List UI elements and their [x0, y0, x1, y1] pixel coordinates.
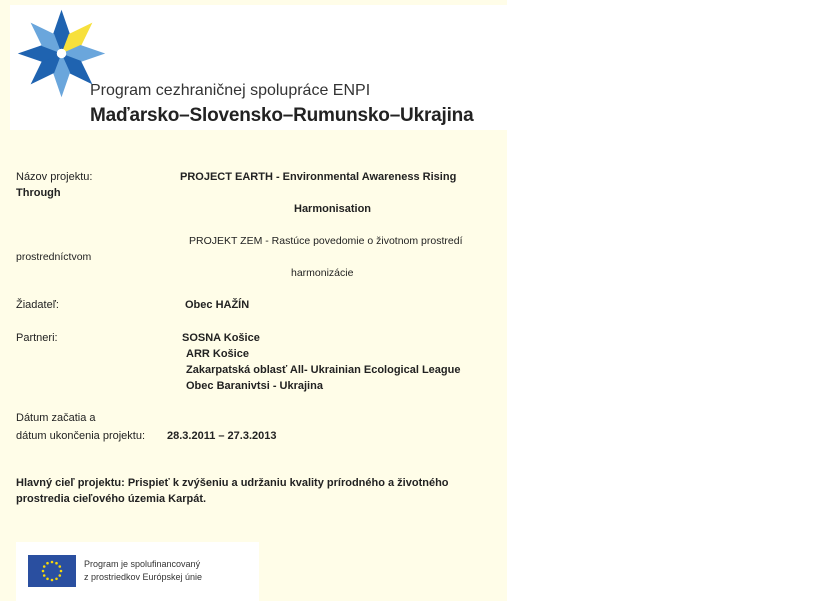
applicant-label: Žiadateľ:: [16, 299, 59, 311]
project-name-sk-part2: prostredníctvom: [16, 251, 92, 263]
program-title-line2: Maďarsko–Slovensko–Rumunsko–Ukrajina: [90, 105, 474, 126]
project-name-en-part1: PROJECT EARTH - Environmental Awareness Rising: [180, 171, 457, 183]
project-name-sk-part3: harmonizácie: [291, 267, 354, 279]
partner-item: SOSNA Košice: [182, 332, 260, 344]
applicant-value: Obec HAŽÍN: [185, 299, 250, 311]
dates-label-line1: Dátum začatia a: [16, 412, 96, 424]
program-title-line1: Program cezhraničnej spolupráce ENPI: [90, 82, 371, 99]
project-name-sk-part1: PROJEKT ZEM - Rastúce povedomie o životnom prostredí: [189, 235, 463, 247]
eu-flag-icon: [28, 555, 76, 587]
project-name-en-part3: Harmonisation: [294, 203, 372, 215]
project-name-en-part2: Through: [16, 187, 61, 199]
project-goal-line1: Hlavný cieľ projektu: Prispieť k zvýšeniu a udržaniu kvality prírodného a životného: [16, 477, 449, 489]
eu-cofinancing-line2: z prostriedkov Európskej únie: [84, 572, 203, 582]
partner-item: Zakarpatská oblasť All- Ukrainian Ecological League: [186, 364, 461, 376]
partner-item: Obec Baranivtsi - Ukrajina: [186, 380, 323, 392]
dates-value: 28.3.2011 – 27.3.2013: [167, 430, 277, 442]
eu-cofinancing-line1: Program je spolufinancovaný: [84, 559, 201, 569]
dates-label-line2: dátum ukončenia projektu:: [16, 430, 146, 442]
project-name-label: Názov projektu:: [16, 171, 93, 183]
partners-label: Partneri:: [16, 332, 58, 344]
project-goal-line2: prostredia cieľového územia Karpát.: [16, 493, 207, 505]
partner-item: ARR Košice: [186, 348, 249, 360]
